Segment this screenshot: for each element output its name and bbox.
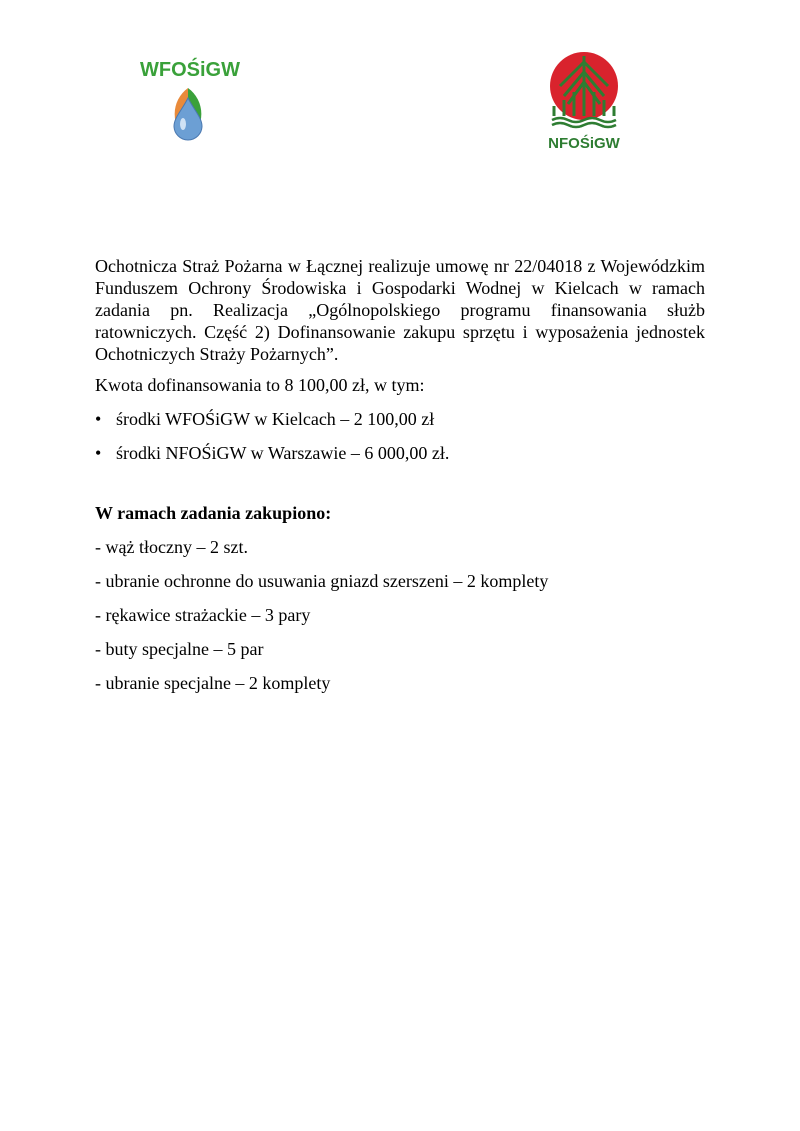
wfosigw-logo bbox=[138, 44, 250, 144]
purchased-items-list bbox=[95, 536, 705, 694]
nfosigw-forest-sun-logo-icon bbox=[538, 48, 630, 154]
list-item: - buty specjalne – 5 par bbox=[95, 639, 264, 659]
list-item bbox=[95, 408, 705, 430]
bullet-icon: • bbox=[95, 409, 102, 429]
bullet-icon: • bbox=[95, 443, 102, 463]
drop-highlight-icon bbox=[180, 118, 186, 130]
funding-amount-line: Kwota dofinansowania to 8 100,00 zł, w tym: bbox=[95, 375, 425, 395]
nfosigw-logo bbox=[538, 48, 630, 154]
wfosigw-water-drop-logo-icon bbox=[138, 44, 250, 144]
list-item: - rękawice strażackie – 3 pary bbox=[95, 605, 311, 625]
list-item: - wąż tłoczny – 2 szt. bbox=[95, 537, 248, 557]
list-item bbox=[95, 442, 705, 464]
list-item: - ubranie specjalne – 2 komplety bbox=[95, 673, 331, 693]
funding-source-text: środki WFOŚiGW w Kielcach – 2 100,00 zł bbox=[116, 409, 435, 429]
funding-sources-list bbox=[95, 408, 705, 464]
water-wave-icon bbox=[552, 123, 616, 127]
list-item: - ubranie ochronne do usuwania gniazd szerszeni – 2 komplety bbox=[95, 571, 549, 591]
intro-paragraph: Ochotnicza Straż Pożarna w Łącznej realizuje umowę nr 22/04018 z Wojewódzkim Funduszem Ochrony Środowiska i Gospodarki Wodnej w Kielcach w ramach zadania pn. Realizacja „Ogólnopolskiego programu finansowania służb ratowniczych. Część 2) Dofinansowanie zakupu sprzętu i wyposażenia jednostek Ochotniczych Straży Pożarnych”. bbox=[95, 256, 705, 364]
purchases-heading: W ramach zadania zakupiono: bbox=[95, 503, 332, 523]
document-body bbox=[95, 255, 705, 694]
funding-source-text: środki NFOŚiGW w Warszawie – 6 000,00 zł. bbox=[116, 443, 450, 463]
wfosigw-logo-text: WFOŚiGW bbox=[140, 59, 240, 81]
nfosigw-logo-text: NFOŚiGW bbox=[548, 135, 620, 152]
